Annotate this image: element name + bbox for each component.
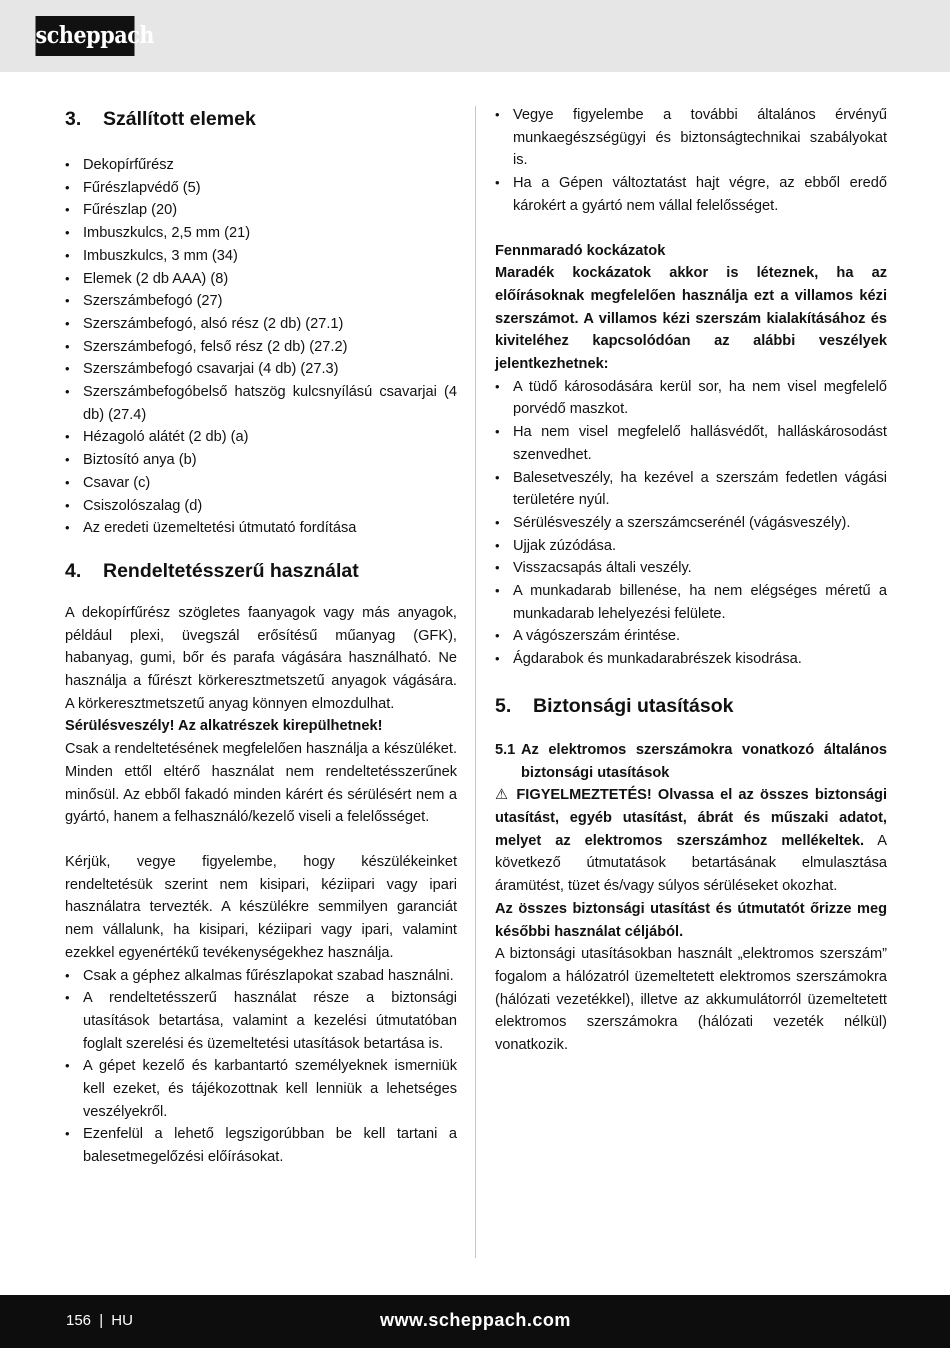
list-item: • Ezenfelül a lehető legszigorúbban be kell tartani a balesetmegelőzési előírásokat. [65,1123,457,1168]
list-item: • Csavar (c) [65,472,457,495]
residual-risk-list [495,376,887,671]
list-item: • Elemek (2 db AAA) (8) [65,268,457,291]
list-item: • Hézagoló alátét (2 db) (a) [65,426,457,449]
page-number [66,1310,133,1332]
list-item: • Imbuszkulcs, 2,5 mm (21) [65,222,457,245]
scheppach-logo: scheppach [36,16,135,56]
language-code: HU [111,1312,133,1329]
list-item: • Visszacsapás általi veszély. [495,557,887,580]
warning-triangle-icon: ⚠ [495,787,511,804]
list-item: • Szerszámbefogóbelső hatszög kulcsnyílású csavarjai (4 db) (27.4) [65,381,457,426]
list-item: • Az eredeti üzemeltetési útmutató fordítása [65,517,457,540]
list-item: • Vegye figyelembe a további általános érvényű munkaegészségügyi és biztonságtechnikai szabályokat is. [495,104,887,172]
section-number: 4. [65,559,82,582]
intended-use-paragraph: A dekopírfűrész szögletes faanyagok vagy más anyagok, például plexi, üvegszál erősítésű műanyag (GFK), habanyag, gumi, bőr és parafa vágására használható. Ne használja a fűrészt körkeresztmetszetű anyagok vágására. A körkeresztmetszetű anyag könnyen elmozdulhat. [65,604,457,712]
list-item: • Csiszolószalag (d) [65,495,457,518]
section-title: Szállított elemek [103,108,256,130]
right-column [495,104,887,1057]
section-3-heading [65,104,457,134]
injury-warning: Sérülésveszély! Az alkatrészek kirepülhetnek! [65,718,383,735]
section-title: Rendeltetésszerű használat [103,559,359,582]
list-item: • Biztosító anya (b) [65,449,457,472]
list-item: • Imbuszkulcs, 3 mm (34) [65,245,457,268]
subsection-number: 5.1 [495,741,516,758]
list-item: • Ha a Gépen változtatást hajt végre, az ebből eredő károkért a gyártó nem vállal felelősséget. [495,172,887,217]
intended-use-paragraph: Csak a rendeltetésének megfelelően használja a készüléket. Minden ettől eltérő használat nem rendeltetésszerűnek minősül. Az ebből fakadó minden kárért és sérülésért nem a gyártó, hanem a felhasználó/kezelő viseli a felelősséget. [65,741,457,826]
list-item: • Ujjak zúzódása. [495,535,887,558]
warning-text: A következő útmutatások betartásának elmulasztása áramütést, tüzet és/vagy súlyos sérüléseket okozhat. [495,832,887,895]
list-item: • A vágószerszám érintése. [495,625,887,648]
list-item: • Szerszámbefogó csavarjai (4 db) (27.3) [65,358,457,381]
list-item: • A rendeltetésszerű használat része a biztonsági utasítások betartása, valamint a kezelési útmutatóban foglalt szerelési és üzemeltetési utasítások betartása is. [65,987,457,1055]
list-item: • Fűrészlap (20) [65,199,457,222]
list-item: • Balesetveszély, ha kezével a szerszám fedetlen vágási területére nyúl. [495,467,887,512]
subsection-title: Az elektromos szerszámokra vonatkozó általános biztonsági utasítások [521,741,887,781]
keep-instructions-note: Az összes biztonsági utasítást és útmutatót őrizze meg későbbi használat céljából. [495,900,887,940]
footer-bar [0,1295,950,1348]
delivered-items-list [65,154,457,540]
list-item: • Szerszámbefogó (27) [65,290,457,313]
section-number: 5. [495,694,512,717]
subsection-5-1-heading [495,739,887,784]
section-title: Biztonsági utasítások [533,694,734,717]
list-item: • Fűrészlapvédő (5) [65,177,457,200]
left-column [65,104,457,1169]
website-url: www.scheppach.com [380,1310,571,1330]
intended-use-list [65,965,457,1169]
column-divider [475,106,476,1258]
general-rules-list [495,104,887,218]
warning-paragraph [495,784,887,898]
list-item: • Szerszámbefogó, alsó rész (2 db) (27.1) [65,313,457,336]
intended-use-paragraph: Kérjük, vegye figyelembe, hogy készülékeinket rendeltetésük szerint nem kisipari, kéziipari vagy ipari használatra tervezték. A készülékre semmilyen garanciát nem vállalunk, ha kisipari, kéziipari vagy ipari, valamint ezekkel egyenértékű tevékenységekhez használja. [65,853,457,961]
residual-risk-intro: Maradék kockázatok akkor is léteznek, ha az előírásoknak megfelelően használja ezt a villamos kézi szerszámot. A villamos kézi szerszám kialakításához és kiviteléhez kapcsolódóan az alábbi veszélyek jelentkezhetnek: [495,265,887,373]
section-5-heading [495,691,887,721]
footer-separator: | [99,1312,104,1329]
warning-bold-text: FIGYELMEZTETÉS! Olvassa el az összes biztonsági utasítást, egyéb utasítást, ábrát és műszaki adatot, melyet az elektromos szerszámhoz mellékeltek. [495,787,887,849]
definition-paragraph: A biztonsági utasításokban használt „elektromos szerszám” fogalom a hálózatról üzemeltetett elektromos szerszámokra (hálózati vezetékkel), illetve az akkumulátorról üzemeltetett elektromos szerszámokra (hálózati vezeték nélkül) vonatkozik. [495,946,887,1054]
list-item: • Sérülésveszély a szerszámcserénél (vágásveszély). [495,512,887,535]
list-item: • A munkadarab billenése, ha nem elégséges méretű a munkadarab lehelyezési felülete. [495,580,887,625]
list-item: • Dekopírfűrész [65,154,457,177]
list-item: • Ha nem visel megfelelő hallásvédőt, halláskárosodást szenvedhet. [495,421,887,466]
list-item: • A gépet kezelő és karbantartó személyeknek ismerniük kell ezeket, és tájékozottnak kell lenniük a lehetséges veszélyekről. [65,1055,457,1123]
list-item: • Ágdarabok és munkadarabrészek kisodrása. [495,648,887,671]
section-4-heading [65,556,457,586]
list-item: • A tüdő károsodására kerül sor, ha nem visel megfelelő porvédő maszkot. [495,376,887,421]
list-item: • Szerszámbefogó, felső rész (2 db) (27.2) [65,336,457,359]
header-band [0,0,950,72]
page-number-value: 156 [66,1312,92,1329]
residual-risk-title: Fennmaradó kockázatok [495,242,666,259]
list-item: • Csak a géphez alkalmas fűrészlapokat szabad használni. [65,965,457,988]
section-number: 3. [65,108,82,130]
